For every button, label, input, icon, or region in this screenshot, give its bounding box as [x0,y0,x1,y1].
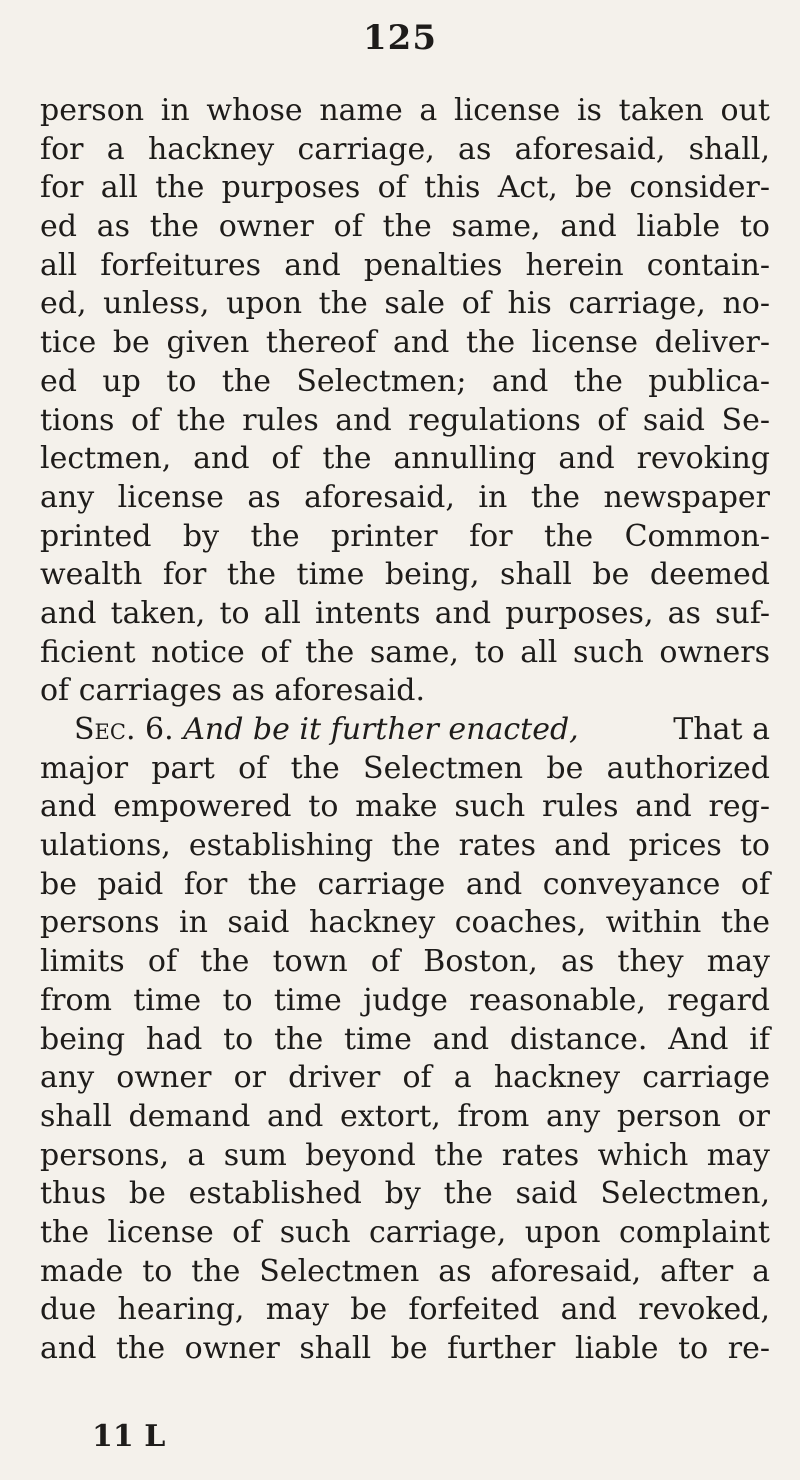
text-line: and taken, to all intents and purposes, as suf- [40,595,770,631]
signature-mark: 11 L [92,1419,166,1454]
text-line: due hearing, may be forfeited and revoked, [40,1292,770,1328]
text-line: major part of the Selectmen be authorized [40,750,770,786]
enacting-clause: And be it further enacted, [183,712,579,747]
page-number: 125 [363,18,437,58]
text-line: the license of such carriage, upon complaint [40,1214,770,1250]
text-line: of carriages as aforesaid. [40,673,426,709]
text-line: and the owner shall be further liable to re- [40,1331,770,1366]
text-line: ed as the owner of the same, and liable to [40,209,770,245]
text-line: from time to time judge reasonable, regard [40,982,770,1018]
text-line: and empowered to make such rules and reg- [40,789,770,825]
text-line: persons in said hackney coaches, within the [40,905,770,941]
text-line: tice be given thereof and the license deliver- [40,325,770,361]
text-line: made to the Selectmen as aforesaid, after a [40,1253,770,1289]
text-line: be paid for the carriage and conveyance of [40,866,770,902]
text-line: persons, a sum beyond the rates which may [40,1137,770,1173]
text-line: ulations, establishing the rates and prices to [40,828,770,864]
text-line: person in whose name a license is taken out [40,93,770,128]
section-heading-line [40,711,770,750]
text-line: wealth for the time being, shall be deemed [40,557,770,593]
section-6-paragraph [40,711,770,1369]
text-line: for all the purposes of this Act, be consider- [40,170,770,206]
text-line: for a hackney carriage, as aforesaid, shall, [40,131,770,167]
text-line: being had to the time and distance. And if [40,1021,770,1057]
text-line: thus be established by the said Selectmen, [40,1176,770,1212]
section-label: Sec. 6. [74,712,174,747]
text-line: tions of the rules and regulations of said Se- [40,402,770,438]
text-line: limits of the town of Boston, as they may [40,944,770,980]
text-line: ficient notice of the same, to all such owners [40,634,770,670]
text-line: any license as aforesaid, in the newspaper [40,479,770,515]
text-line: any owner or driver of a hackney carriage [40,1060,770,1096]
text-line: all forfeitures and penalties herein contain- [40,247,770,283]
page-text [40,92,770,1369]
text-line: ed, unless, upon the sale of his carriage, no- [40,286,770,322]
text-line: lectmen, and of the annulling and revoking [40,441,770,477]
text-line: shall demand and extort, from any person or [40,1098,770,1134]
text-line: ed up to the Selectmen; and the publica- [40,363,770,399]
paragraph-1 [40,92,770,711]
text-line: printed by the printer for the Common- [40,518,770,554]
text-line: That a [673,712,770,747]
